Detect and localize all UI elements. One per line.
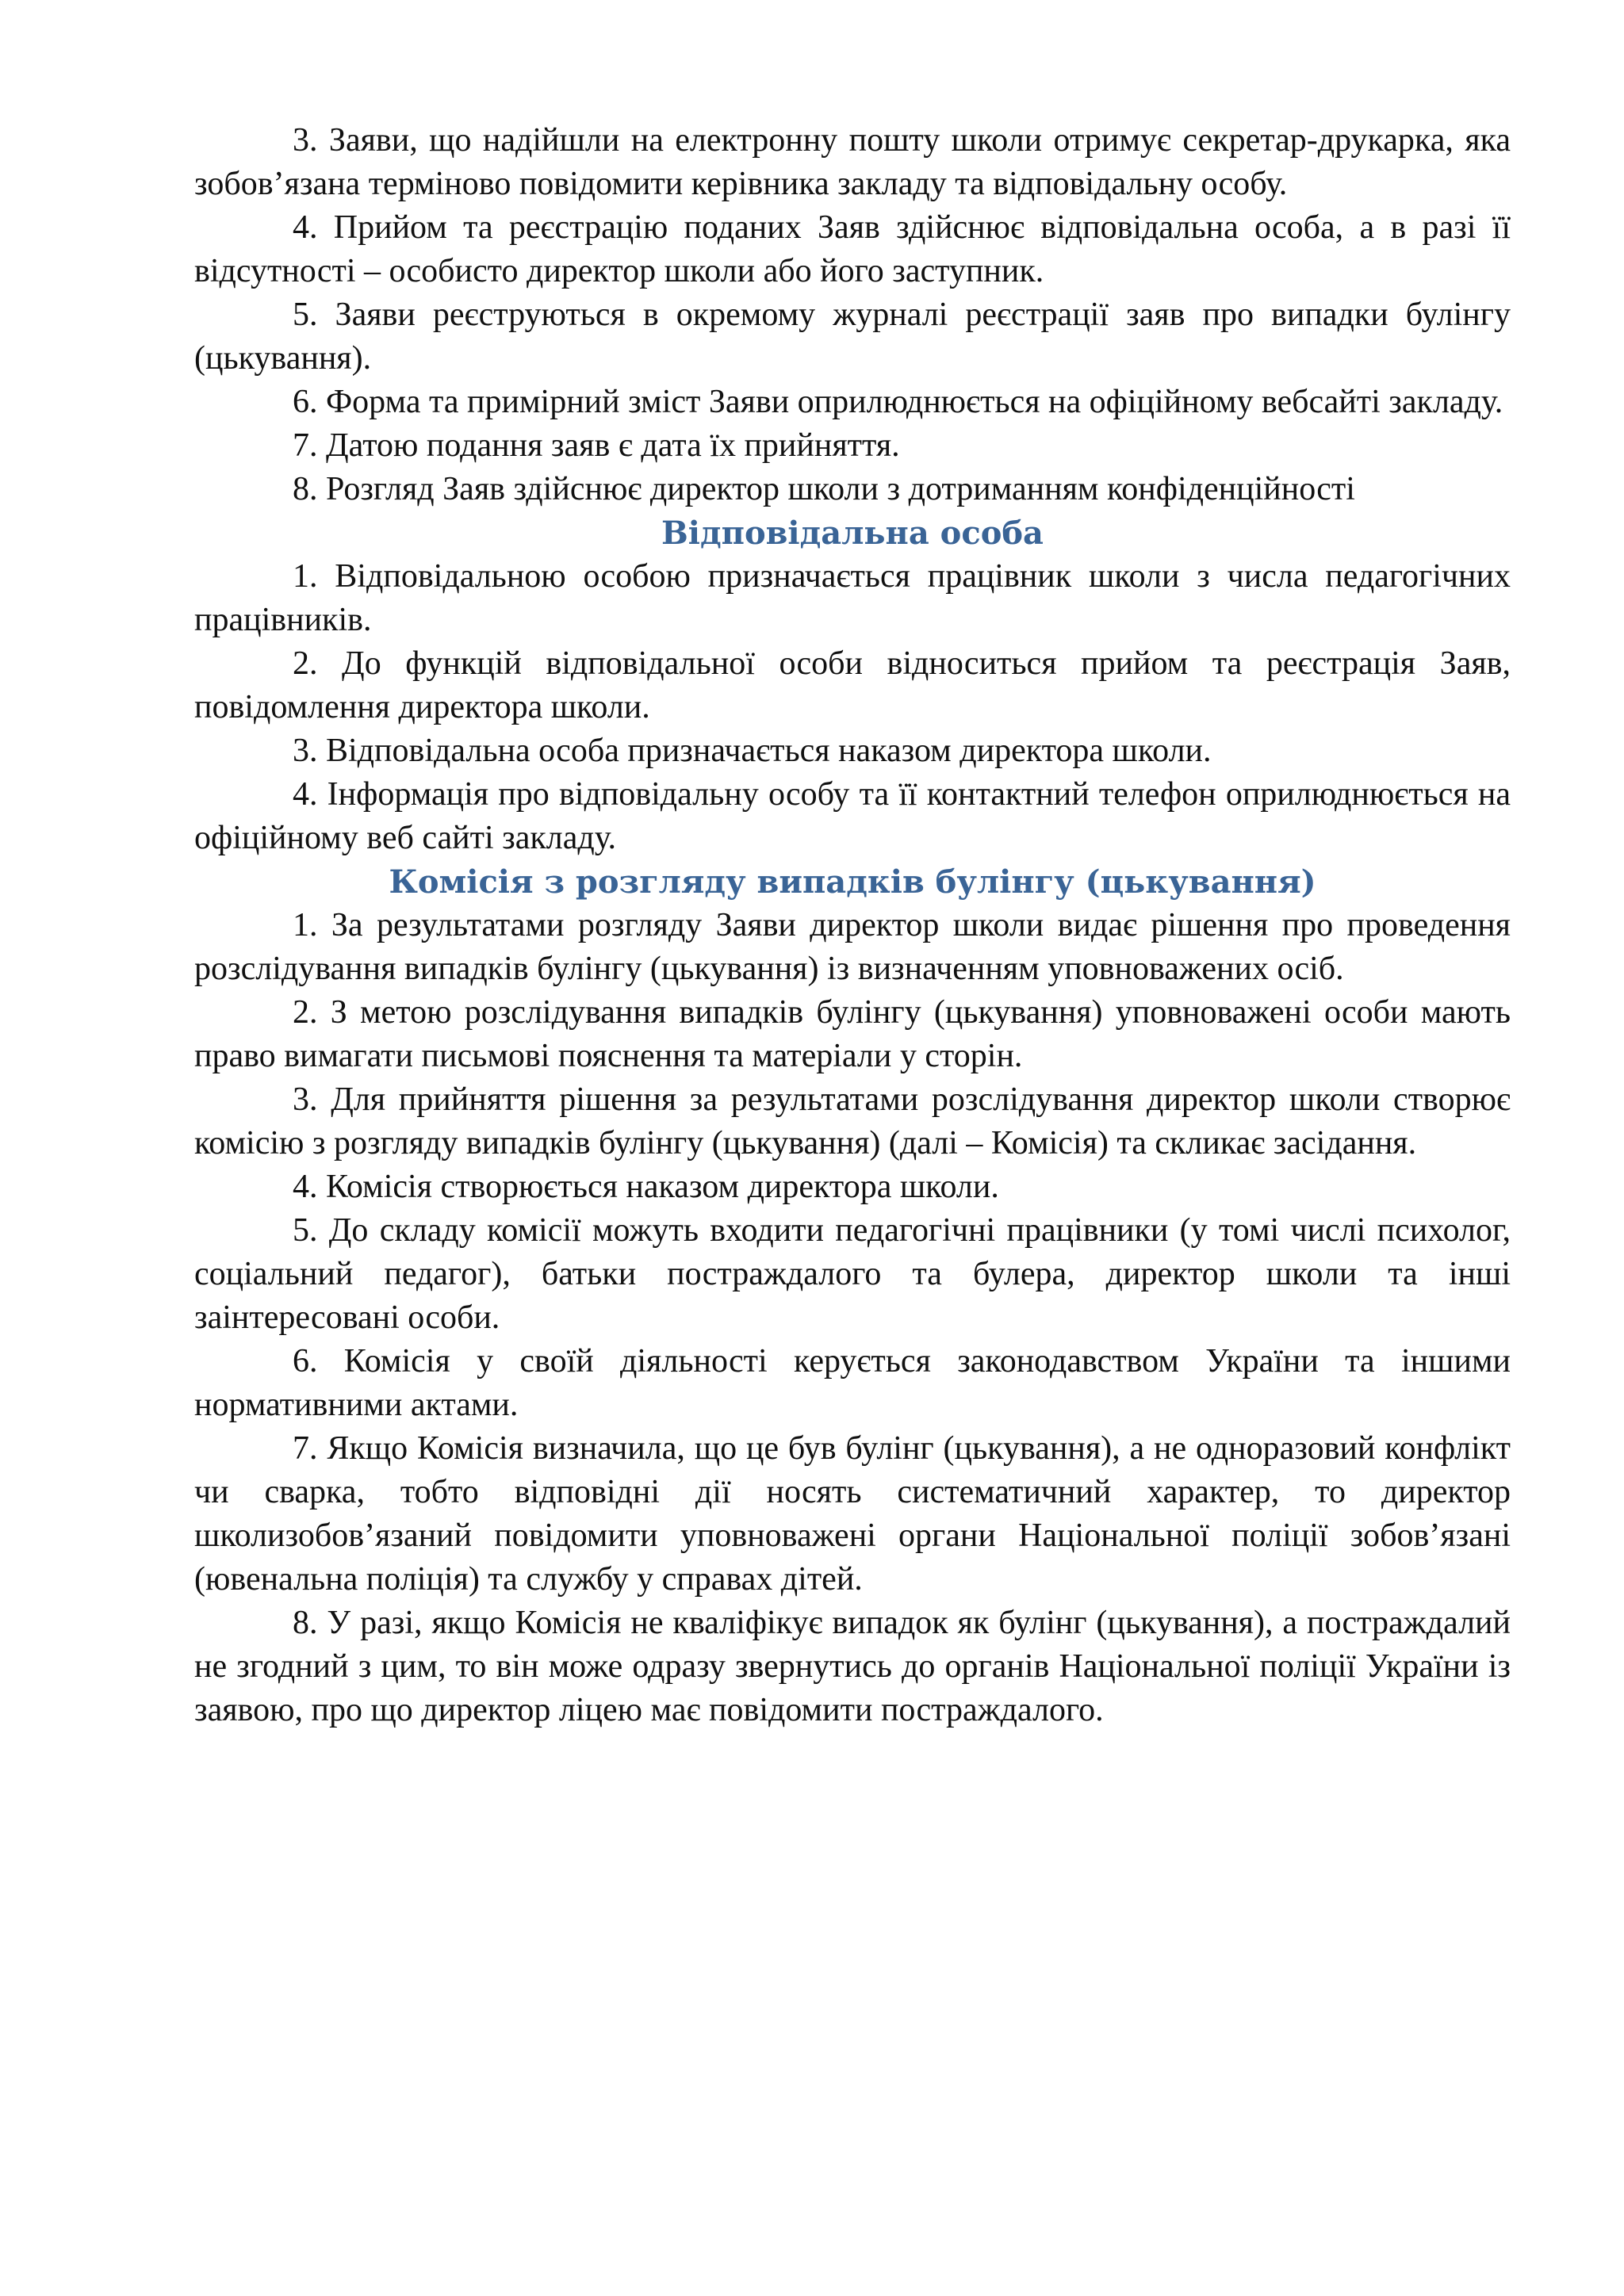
paragraph: 7. Якщо Комісія визначила, що це був булінг (цькування), а не одноразовий конфлікт чи сварка, тобто відповідні дії носять систематичний характер, то директор школизобов’язаний повідомити уповноважені органи Національної поліції зобов’язані (ювенальна поліція) та службу у справах дітей.: [194, 1430, 1511, 1598]
paragraph: 5. Заяви реєструються в окремому журналі реєстрації заяв про випадки булінгу (цькування).: [194, 297, 1511, 377]
paragraph: 5. До складу комісії можуть входити педагогічні працівники (у томі числі психолог, соціальний педагог), батьки постраждалого та булера, директор школи та інші заінтересовані особи.: [194, 1212, 1511, 1336]
paragraph: 6. Форма та примірний зміст Заяви оприлюднюється на офіційному вебсайті закладу.: [293, 384, 1503, 420]
paragraph: 7. Датою подання заяв є дата їх прийняття.: [293, 427, 900, 464]
paragraph: 6. Комісія у своїй діяльності керується законодавством України та іншими нормативними актами.: [194, 1343, 1511, 1423]
paragraph: 4. Прийом та реєстрацію поданих Заяв здійснює відповідальна особа, а в разі її відсутності – особисто директор школи або його заступник.: [194, 209, 1511, 289]
paragraph: 2. До функцій відповідальної особи відноситься прийом та реєстрація Заяв, повідомлення директора школи.: [194, 645, 1511, 725]
document-page: [194, 119, 1511, 1732]
paragraph: 3. Для прийняття рішення за результатами розслідування директор школи створює комісію з розгляду випадків булінгу (цькування) (далі – Комісія) та скликає засідання.: [194, 1081, 1511, 1161]
paragraph: 4. Комісія створюється наказом директора школи.: [293, 1169, 999, 1205]
paragraph: 1. За результатами розгляду Заяви директор школи видає рішення про проведення розслідування випадків булінгу (цькування) із визначенням уповноважених осіб.: [194, 907, 1511, 987]
paragraph: 1. Відповідальною особою призначається працівник школи з числа педагогічних працівників.: [194, 558, 1511, 638]
paragraph: 3. Відповідальна особа призначається наказом директора школи.: [293, 733, 1212, 769]
paragraph: 8. У разі, якщо Комісія не кваліфікує випадок як булінг (цькування), а постраждалий не згодний з цим, то він може одразу звернутись до органів Національної поліції України із заявою, про що директор ліцею має повідомити постраждалого.: [194, 1605, 1511, 1728]
paragraph: 8. Розгляд Заяв здійснює директор школи з дотриманням конфіденційності: [293, 471, 1355, 507]
section-heading: Відповідальна особа: [661, 515, 1044, 552]
paragraph: 2. З метою розслідування випадків булінгу (цькування) уповноважені особи мають право вимагати письмові пояснення та матеріали у сторін.: [194, 994, 1511, 1074]
paragraph: 3. Заяви, що надійшли на електронну пошту школи отримує секретар-друкарка, яка зобов’язана терміново повідомити керівника закладу та відповідальну особу.: [194, 122, 1511, 202]
paragraph: 4. Інформація про відповідальну особу та її контактний телефон оприлюднюється на офіційному веб сайті закладу.: [194, 776, 1511, 856]
section-heading: Комісія з розгляду випадків булінгу (цькування): [389, 863, 1316, 901]
